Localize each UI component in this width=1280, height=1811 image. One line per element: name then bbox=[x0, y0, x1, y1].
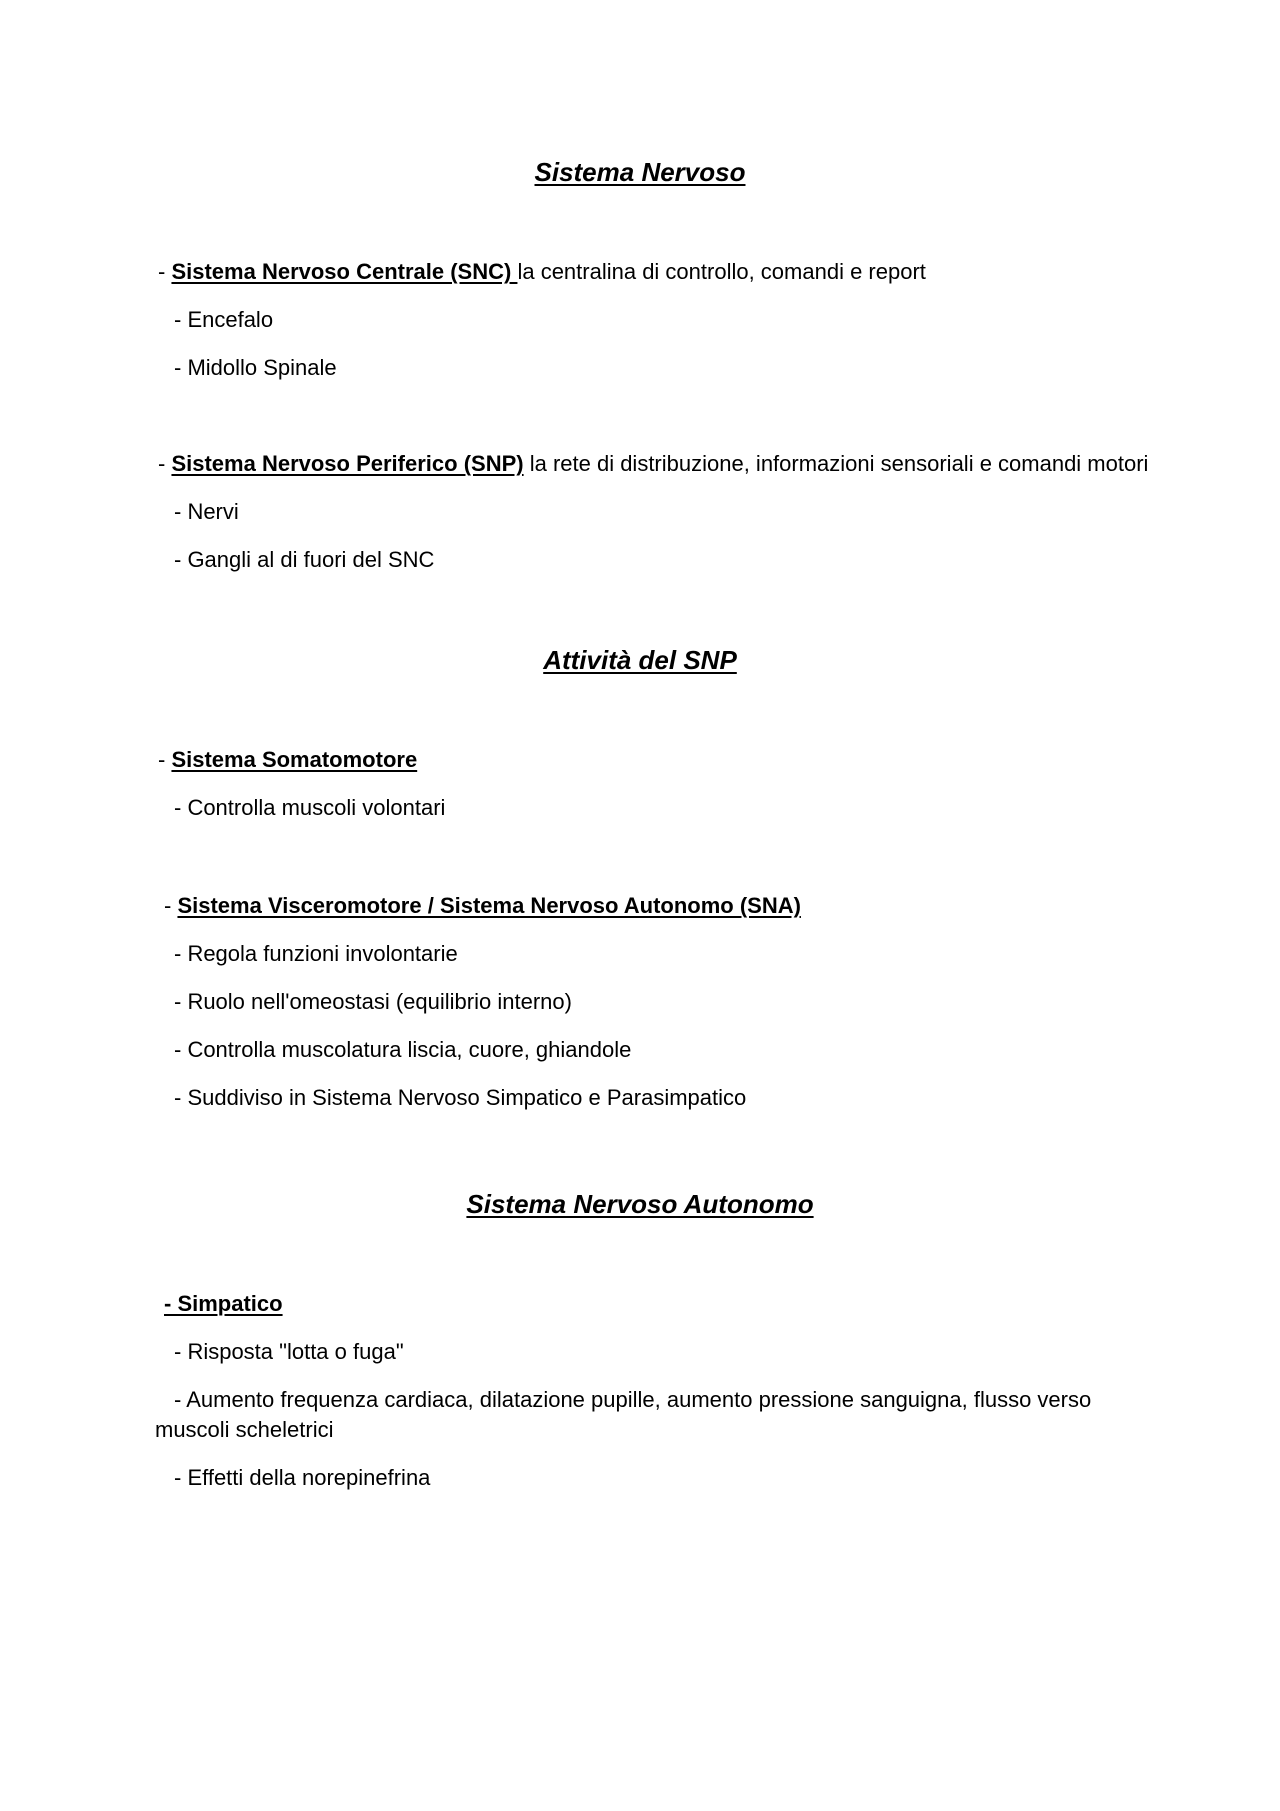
visceromotore-line bbox=[164, 891, 801, 921]
snp-item-gangli: - Gangli al di fuori del SNC bbox=[174, 547, 435, 572]
simpatico-item: - Risposta "lotta o fuga" bbox=[174, 1339, 404, 1364]
snp-dash: - bbox=[158, 451, 172, 476]
snc-item-midollo: - Midollo Spinale bbox=[174, 355, 337, 380]
somatomotore-line bbox=[158, 745, 417, 775]
simpatico-item: - Effetti della norepinefrina bbox=[174, 1465, 431, 1490]
snc-item-encefalo: - Encefalo bbox=[174, 307, 274, 332]
snc-term: Sistema Nervoso Centrale (SNC) bbox=[171, 259, 518, 284]
snp-term: Sistema Nervoso Periferico (SNP) bbox=[171, 451, 524, 476]
visceromotore-item: - Ruolo nell'omeostasi (equilibrio interno) bbox=[174, 989, 572, 1014]
snp-desc: la rete di distribuzione, informazioni sensoriali e comandi motori bbox=[523, 451, 1149, 476]
simpatico-term: - Simpatico bbox=[164, 1291, 283, 1316]
heading-attivita-snp: Attività del SNP bbox=[543, 645, 737, 675]
snc-line bbox=[158, 257, 926, 287]
simpatico-line bbox=[164, 1289, 283, 1319]
simpatico-item: - Aumento frequenza cardiaca, dilatazione pupille, aumento pressione sanguigna, flusso verso muscoli scheletrici bbox=[155, 1387, 1092, 1442]
visceromotore-term: Sistema Visceromotore / Sistema Nervoso Autonomo (SNA) bbox=[177, 893, 801, 918]
snc-desc: la centralina di controllo, comandi e report bbox=[517, 259, 926, 284]
somatomotore-term: Sistema Somatomotore bbox=[171, 747, 418, 772]
snp-item-nervi: - Nervi bbox=[174, 499, 239, 524]
visceromotore-item: - Regola funzioni involontarie bbox=[174, 941, 458, 966]
heading-sistema-nervoso: Sistema Nervoso bbox=[534, 157, 746, 187]
somatomotore-item: - Controlla muscoli volontari bbox=[174, 795, 446, 820]
snp-line bbox=[158, 449, 1148, 479]
heading-sistema-nervoso-autonomo: Sistema Nervoso Autonomo bbox=[466, 1189, 814, 1219]
snc-dash: - bbox=[158, 259, 172, 284]
visceromotore-item: - Suddiviso in Sistema Nervoso Simpatico e Parasimpatico bbox=[174, 1085, 747, 1110]
somatomotore-dash: - bbox=[158, 747, 172, 772]
visceromotore-item: - Controlla muscolatura liscia, cuore, ghiandole bbox=[174, 1037, 632, 1062]
visceromotore-dash: - bbox=[164, 893, 178, 918]
